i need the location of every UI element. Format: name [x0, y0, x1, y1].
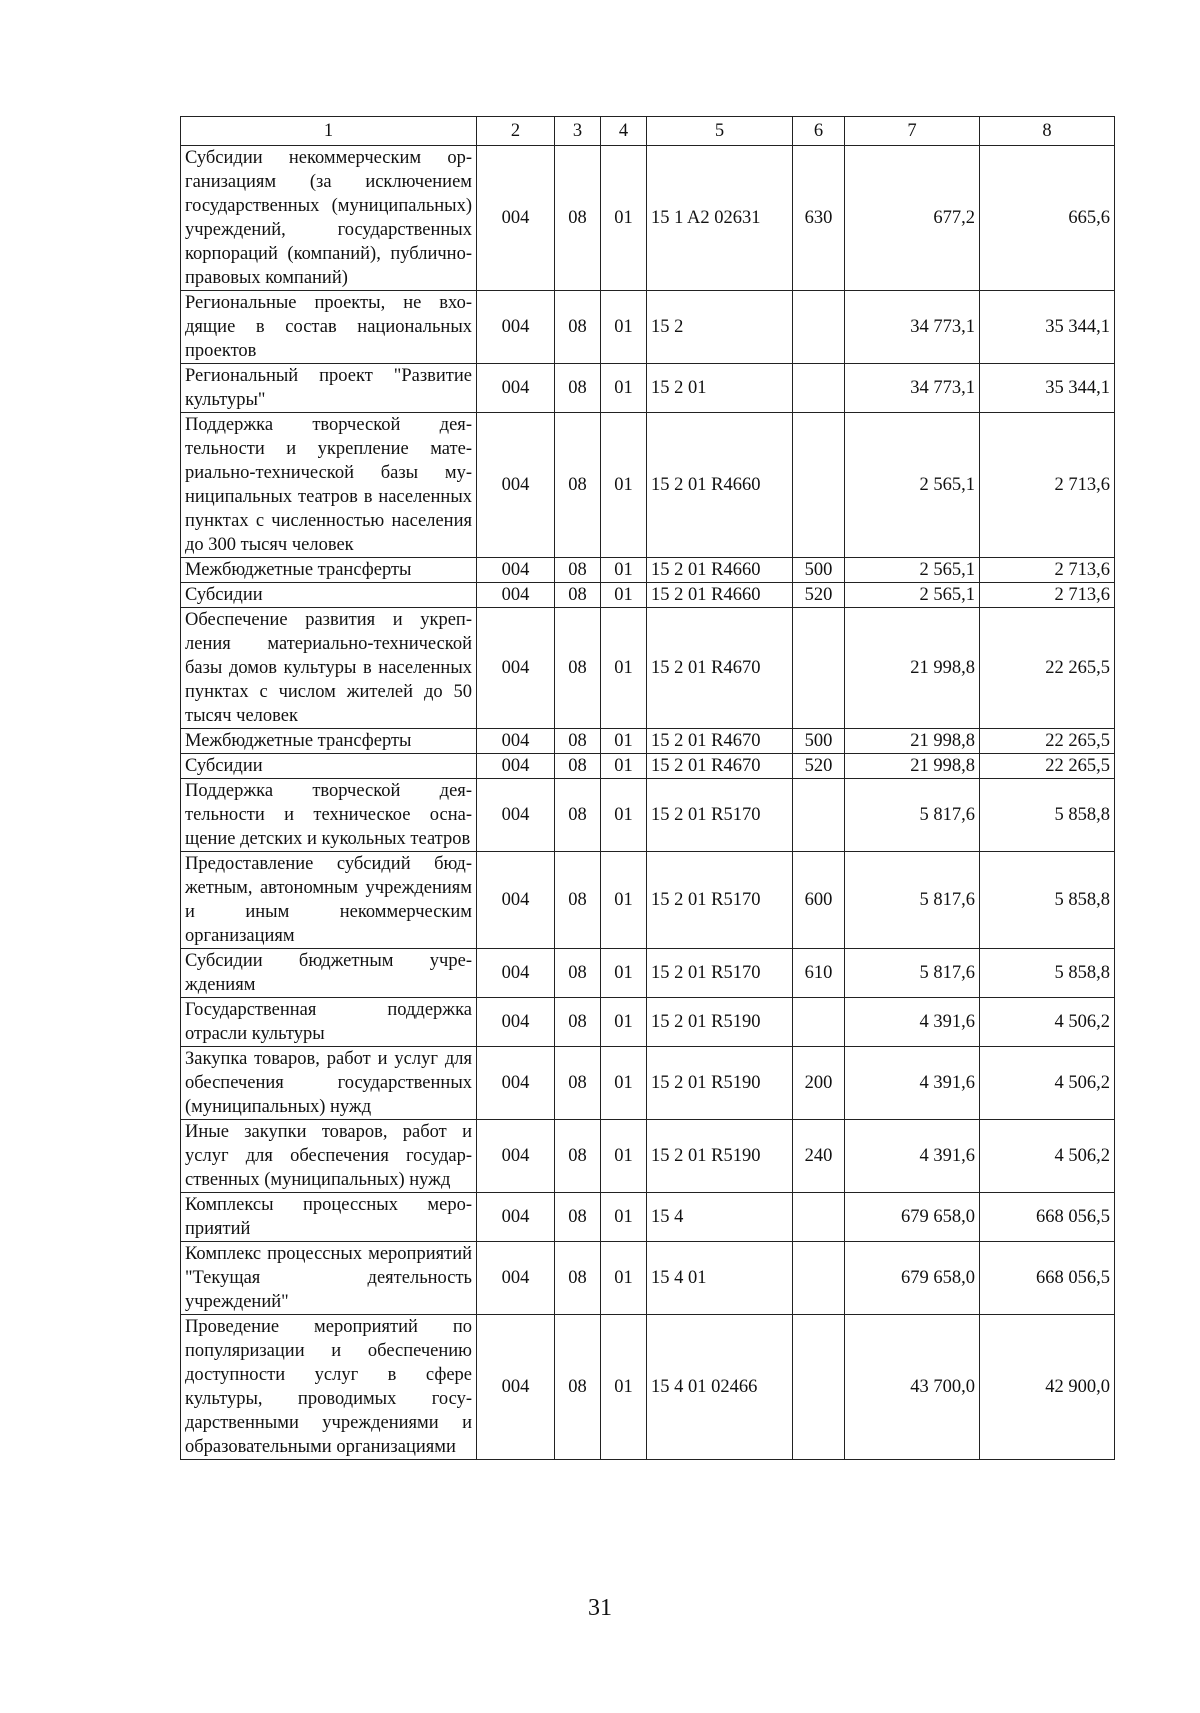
row-amount-year2-cell: 22 265,5 — [980, 608, 1115, 729]
row-amount-year1-cell: 4 391,6 — [845, 1120, 980, 1193]
table-row — [181, 1242, 1115, 1315]
row-amount-year2-cell: 5 858,8 — [980, 852, 1115, 949]
row-section-cell: 08 — [555, 1120, 601, 1193]
row-amount-year1-cell: 34 773,1 — [845, 291, 980, 364]
row-expense-type-cell — [793, 364, 845, 413]
row-section-cell: 08 — [555, 779, 601, 852]
row-name-cell: Комплексы процессных мероприятий — [181, 1193, 477, 1242]
table-row — [181, 146, 1115, 291]
row-code-cell: 004 — [477, 754, 555, 779]
row-amount-year2-cell: 35 344,1 — [980, 364, 1115, 413]
table-row — [181, 413, 1115, 558]
table-row — [181, 998, 1115, 1047]
row-expense-type-cell — [793, 608, 845, 729]
row-section-cell: 08 — [555, 291, 601, 364]
table-row — [181, 1047, 1115, 1120]
row-expense-type-cell — [793, 291, 845, 364]
row-amount-year1-cell: 21 998,8 — [845, 608, 980, 729]
row-subsection-cell: 01 — [601, 1242, 647, 1315]
row-target-article-cell: 15 2 01 R4660 — [647, 413, 793, 558]
row-amount-year1-cell: 677,2 — [845, 146, 980, 291]
row-target-article-cell: 15 2 01 — [647, 364, 793, 413]
budget-table — [180, 116, 1115, 1460]
row-code-cell: 004 — [477, 146, 555, 291]
row-section-cell: 08 — [555, 754, 601, 779]
row-target-article-cell: 15 4 — [647, 1193, 793, 1242]
row-section-cell: 08 — [555, 608, 601, 729]
row-subsection-cell: 01 — [601, 998, 647, 1047]
row-code-cell: 004 — [477, 1242, 555, 1315]
table-row — [181, 583, 1115, 608]
row-expense-type-cell — [793, 779, 845, 852]
row-section-cell: 08 — [555, 1193, 601, 1242]
row-amount-year1-cell: 21 998,8 — [845, 729, 980, 754]
row-expense-type-cell: 630 — [793, 146, 845, 291]
table-row — [181, 949, 1115, 998]
row-expense-type-cell: 200 — [793, 1047, 845, 1120]
row-section-cell: 08 — [555, 998, 601, 1047]
row-subsection-cell: 01 — [601, 608, 647, 729]
row-amount-year1-cell: 2 565,1 — [845, 413, 980, 558]
row-section-cell: 08 — [555, 1315, 601, 1460]
row-amount-year1-cell: 21 998,8 — [845, 754, 980, 779]
table-row — [181, 558, 1115, 583]
row-amount-year1-cell: 679 658,0 — [845, 1242, 980, 1315]
row-name-cell: Межбюджетные трансферты — [181, 729, 477, 754]
row-name-cell: Комплекс процессных мероприятий "Текущая деятельность учреждений" — [181, 1242, 477, 1315]
row-expense-type-cell: 520 — [793, 583, 845, 608]
header-cell-4: 4 — [601, 117, 647, 146]
row-code-cell: 004 — [477, 949, 555, 998]
row-code-cell: 004 — [477, 364, 555, 413]
row-amount-year1-cell: 34 773,1 — [845, 364, 980, 413]
row-target-article-cell: 15 2 01 R4660 — [647, 558, 793, 583]
row-name-cell: Иные закупки товаров, работ и услуг для обеспечения государственных (муниципальных) нужд — [181, 1120, 477, 1193]
row-subsection-cell: 01 — [601, 779, 647, 852]
row-amount-year2-cell: 2 713,6 — [980, 413, 1115, 558]
row-subsection-cell: 01 — [601, 1193, 647, 1242]
row-expense-type-cell: 600 — [793, 852, 845, 949]
row-amount-year2-cell: 668 056,5 — [980, 1242, 1115, 1315]
row-subsection-cell: 01 — [601, 413, 647, 558]
table-row — [181, 364, 1115, 413]
row-expense-type-cell: 240 — [793, 1120, 845, 1193]
row-section-cell: 08 — [555, 364, 601, 413]
row-amount-year2-cell: 665,6 — [980, 146, 1115, 291]
row-section-cell: 08 — [555, 413, 601, 558]
row-subsection-cell: 01 — [601, 729, 647, 754]
row-target-article-cell: 15 2 01 R5190 — [647, 1047, 793, 1120]
row-code-cell: 004 — [477, 852, 555, 949]
table-row — [181, 779, 1115, 852]
row-target-article-cell: 15 2 01 R4660 — [647, 583, 793, 608]
header-row — [181, 117, 1115, 146]
table-row — [181, 1120, 1115, 1193]
header-cell-8: 8 — [980, 117, 1115, 146]
row-target-article-cell: 15 2 01 R5170 — [647, 852, 793, 949]
header-cell-6: 6 — [793, 117, 845, 146]
row-target-article-cell: 15 2 01 R4670 — [647, 729, 793, 754]
row-subsection-cell: 01 — [601, 852, 647, 949]
table-row — [181, 729, 1115, 754]
row-amount-year2-cell: 35 344,1 — [980, 291, 1115, 364]
row-name-cell: Проведение мероприятий по популяризации и обеспечению доступности услуг в сфере культуры, проводимых государственными учреждениями и образовательными организациями — [181, 1315, 477, 1460]
header-cell-5: 5 — [647, 117, 793, 146]
row-amount-year1-cell: 2 565,1 — [845, 558, 980, 583]
row-subsection-cell: 01 — [601, 1315, 647, 1460]
row-code-cell: 004 — [477, 583, 555, 608]
row-target-article-cell: 15 1 A2 02631 — [647, 146, 793, 291]
row-code-cell: 004 — [477, 1120, 555, 1193]
row-section-cell: 08 — [555, 949, 601, 998]
header-cell-2: 2 — [477, 117, 555, 146]
row-amount-year1-cell: 4 391,6 — [845, 1047, 980, 1120]
row-section-cell: 08 — [555, 146, 601, 291]
row-code-cell: 004 — [477, 413, 555, 558]
row-section-cell: 08 — [555, 1047, 601, 1120]
row-target-article-cell: 15 2 01 R5170 — [647, 779, 793, 852]
row-amount-year2-cell: 22 265,5 — [980, 729, 1115, 754]
row-section-cell: 08 — [555, 852, 601, 949]
row-expense-type-cell — [793, 1242, 845, 1315]
row-subsection-cell: 01 — [601, 583, 647, 608]
table-row — [181, 1315, 1115, 1460]
row-code-cell: 004 — [477, 1193, 555, 1242]
page-number: 31 — [588, 1595, 612, 1621]
row-amount-year2-cell: 4 506,2 — [980, 998, 1115, 1047]
row-name-cell: Предоставление субсидий бюджетным, автономным учреждениям и иным некоммерческим организациям — [181, 852, 477, 949]
row-name-cell: Поддержка творческой деятельности и укрепление материально-технической базы муниципальных театров в населенных пунктах с численностью населения до 300 тысяч человек — [181, 413, 477, 558]
row-expense-type-cell — [793, 1193, 845, 1242]
row-target-article-cell: 15 2 01 R5190 — [647, 1120, 793, 1193]
row-name-cell: Межбюджетные трансферты — [181, 558, 477, 583]
row-name-cell: Субсидии — [181, 754, 477, 779]
row-name-cell: Региональный проект "Развитие культуры" — [181, 364, 477, 413]
row-amount-year2-cell: 5 858,8 — [980, 779, 1115, 852]
row-name-cell: Поддержка творческой деятельности и техническое оснащение детских и кукольных театров — [181, 779, 477, 852]
row-name-cell: Закупка товаров, работ и услуг для обеспечения государственных (муниципальных) нужд — [181, 1047, 477, 1120]
table-row — [181, 608, 1115, 729]
row-code-cell: 004 — [477, 291, 555, 364]
row-code-cell: 004 — [477, 1315, 555, 1460]
table-row — [181, 1193, 1115, 1242]
row-amount-year1-cell: 2 565,1 — [845, 583, 980, 608]
row-expense-type-cell: 610 — [793, 949, 845, 998]
header-cell-7: 7 — [845, 117, 980, 146]
row-target-article-cell: 15 2 01 R4670 — [647, 754, 793, 779]
row-amount-year2-cell: 2 713,6 — [980, 558, 1115, 583]
row-amount-year1-cell: 5 817,6 — [845, 779, 980, 852]
row-subsection-cell: 01 — [601, 1047, 647, 1120]
row-expense-type-cell — [793, 998, 845, 1047]
row-name-cell: Субсидии бюджетным учреждениям — [181, 949, 477, 998]
row-amount-year2-cell: 5 858,8 — [980, 949, 1115, 998]
row-expense-type-cell — [793, 1315, 845, 1460]
row-subsection-cell: 01 — [601, 558, 647, 583]
row-name-cell: Субсидии — [181, 583, 477, 608]
row-target-article-cell: 15 2 01 R5170 — [647, 949, 793, 998]
row-amount-year1-cell: 679 658,0 — [845, 1193, 980, 1242]
row-name-cell: Обеспечение развития и укрепления материально-технической базы домов культуры в населенных пунктах с числом жителей до 50 тысяч человек — [181, 608, 477, 729]
row-target-article-cell: 15 2 — [647, 291, 793, 364]
row-name-cell: Государственная поддержка отрасли культуры — [181, 998, 477, 1047]
row-code-cell: 004 — [477, 998, 555, 1047]
row-subsection-cell: 01 — [601, 364, 647, 413]
row-code-cell: 004 — [477, 779, 555, 852]
row-section-cell: 08 — [555, 558, 601, 583]
row-target-article-cell: 15 4 01 02466 — [647, 1315, 793, 1460]
row-amount-year2-cell: 42 900,0 — [980, 1315, 1115, 1460]
row-section-cell: 08 — [555, 583, 601, 608]
row-amount-year2-cell: 668 056,5 — [980, 1193, 1115, 1242]
row-expense-type-cell: 500 — [793, 558, 845, 583]
row-amount-year2-cell: 22 265,5 — [980, 754, 1115, 779]
header-cell-1: 1 — [181, 117, 477, 146]
row-subsection-cell: 01 — [601, 949, 647, 998]
row-amount-year2-cell: 2 713,6 — [980, 583, 1115, 608]
table-row — [181, 754, 1115, 779]
row-section-cell: 08 — [555, 1242, 601, 1315]
row-code-cell: 004 — [477, 729, 555, 754]
row-subsection-cell: 01 — [601, 146, 647, 291]
row-section-cell: 08 — [555, 729, 601, 754]
row-amount-year1-cell: 5 817,6 — [845, 949, 980, 998]
row-target-article-cell: 15 2 01 R4670 — [647, 608, 793, 729]
row-amount-year1-cell: 4 391,6 — [845, 998, 980, 1047]
row-subsection-cell: 01 — [601, 291, 647, 364]
row-target-article-cell: 15 4 01 — [647, 1242, 793, 1315]
row-amount-year2-cell: 4 506,2 — [980, 1047, 1115, 1120]
row-name-cell: Региональные проекты, не входящие в состав национальных проектов — [181, 291, 477, 364]
table-row — [181, 852, 1115, 949]
row-name-cell: Субсидии некоммерческим организациям (за исключением государственных (муниципальных) учреждений, государственных корпораций (компаний), публично-правовых компаний) — [181, 146, 477, 291]
row-expense-type-cell — [793, 413, 845, 558]
row-amount-year1-cell: 5 817,6 — [845, 852, 980, 949]
row-subsection-cell: 01 — [601, 754, 647, 779]
table-row — [181, 291, 1115, 364]
row-expense-type-cell: 500 — [793, 729, 845, 754]
row-target-article-cell: 15 2 01 R5190 — [647, 998, 793, 1047]
row-expense-type-cell: 520 — [793, 754, 845, 779]
row-code-cell: 004 — [477, 1047, 555, 1120]
table-body — [181, 146, 1115, 1460]
row-amount-year2-cell: 4 506,2 — [980, 1120, 1115, 1193]
header-cell-3: 3 — [555, 117, 601, 146]
row-code-cell: 004 — [477, 558, 555, 583]
row-amount-year1-cell: 43 700,0 — [845, 1315, 980, 1460]
row-subsection-cell: 01 — [601, 1120, 647, 1193]
row-code-cell: 004 — [477, 608, 555, 729]
